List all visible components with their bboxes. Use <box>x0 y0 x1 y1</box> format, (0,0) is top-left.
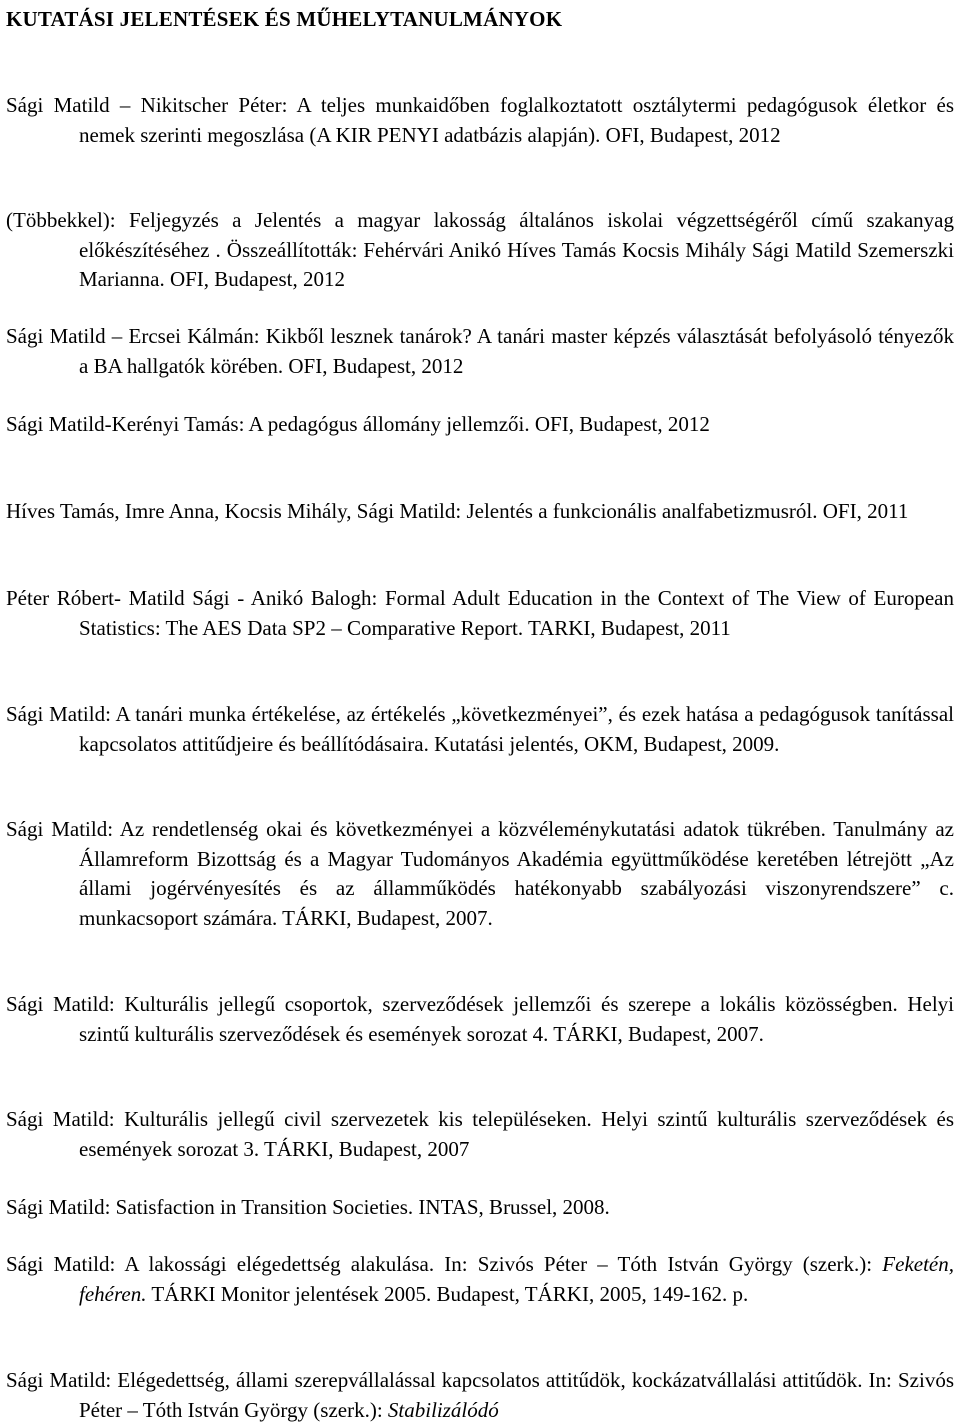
reference-text: Sági Matild-Kerényi Tamás: A pedagógus állomány jellemzői. OFI, Budapest, 2012 <box>6 412 710 436</box>
reference-entry <box>6 584 954 643</box>
reference-text: Sági Matild: A lakossági elégedettség alakulása. In: Szivós Péter – Tóth István György (szerk.): <box>6 1252 883 1276</box>
reference-text: Sági Matild: Satisfaction in Transition Societies. INTAS, Brussel, 2008. <box>6 1195 610 1219</box>
reference-entry <box>6 1366 954 1425</box>
reference-text: (Többekkel): Feljegyzés a Jelentés a magyar lakosság általános iskolai végzettségéről című szakanyag előkészítéséhez . Összeállították: Fehérvári Anikó Híves Tamás Kocsis Mihály Sági Matild Szemerszki Marianna. OFI, Budapest, 2012 <box>6 208 954 291</box>
reference-text: Sági Matild: Az rendetlenség okai és következményei a közvéleménykutatási adatok tükrében. Tanulmány az Államreform Bizottság és a Magyar Tudományos Akadémia együttműködése keretében létrejött „Az állami jogérvényesítés és az államműködés hatékonyabb szabályozási viszonyrendszere” c. munkacsoport számára. TÁRKI, Budapest, 2007. <box>6 817 954 930</box>
reference-text: Péter Róbert- Matild Sági - Anikó Balogh: Formal Adult Education in the Context of The View of European Statistics: The AES Data SP2 – Comparative Report. TARKI, Budapest, 2011 <box>6 586 954 640</box>
book-title: Stabilizálódó <box>387 1397 499 1422</box>
reference-entry <box>6 700 954 759</box>
reference-entry <box>6 990 954 1049</box>
reference-text: Sági Matild – Nikitscher Péter: A teljes munkaidőben foglalkoztatott osztálytermi pedagógusok életkor és nemek szerinti megoszlása (A KIR PENYI adatbázis alapján). OFI, Budapest, 2012 <box>6 93 954 147</box>
book-title: Feketén, fehéren. <box>79 1252 954 1306</box>
reference-entry <box>6 497 954 527</box>
reference-entry <box>6 206 954 295</box>
reference-text: TÁRKI Monitor jelentések 2005. Budapest, TÁRKI, 2005, 149-162. p. <box>146 1281 749 1306</box>
reference-entry <box>6 1250 954 1309</box>
reference-entry <box>6 1105 954 1164</box>
reference-text: Sági Matild: Elégedettség, állami szerepvállalással kapcsolatos attitűdök, kockázatvállalási attitűdök. In: Szivós Péter – Tóth István György (szerk.): <box>6 1368 954 1422</box>
reference-entry <box>6 410 954 440</box>
reference-entry <box>6 91 954 150</box>
reference-text: Sági Matild – Ercsei Kálmán: Kikből lesznek tanárok? A tanári master képzés választását befolyásoló tényezők a BA hallgatók körében. OFI, Budapest, 2012 <box>6 324 954 378</box>
reference-text: Híves Tamás, Imre Anna, Kocsis Mihály, Sági Matild: Jelentés a funkcionális analfabetizmusról. OFI, 2011 <box>6 499 909 523</box>
section-heading: KUTATÁSI JELENTÉSEK ÉS MŰHELYTANULMÁNYOK <box>6 7 563 31</box>
reference-entry <box>6 815 954 933</box>
reference-entry <box>6 322 954 381</box>
reference-entry <box>6 1193 954 1223</box>
reference-text: Sági Matild: Kulturális jellegű csoportok, szerveződések jellemzői és szerepe a lokális közösségben. Helyi szintű kulturális szerveződések és események sorozat 4. TÁRKI, Budapest, 2007. <box>6 992 954 1046</box>
reference-text: Sági Matild: A tanári munka értékelése, az értékelés „következményei”, és ezek hatása a pedagógusok tanítással kapcsolatos attitűdjeire és beállítódásaira. Kutatási jelentés, OKM, Budapest, 2009. <box>6 702 954 756</box>
reference-text: Sági Matild: Kulturális jellegű civil szervezetek kis településeken. Helyi szintű kulturális szerveződések és események sorozat 3. TÁRKI, Budapest, 2007 <box>6 1107 954 1161</box>
